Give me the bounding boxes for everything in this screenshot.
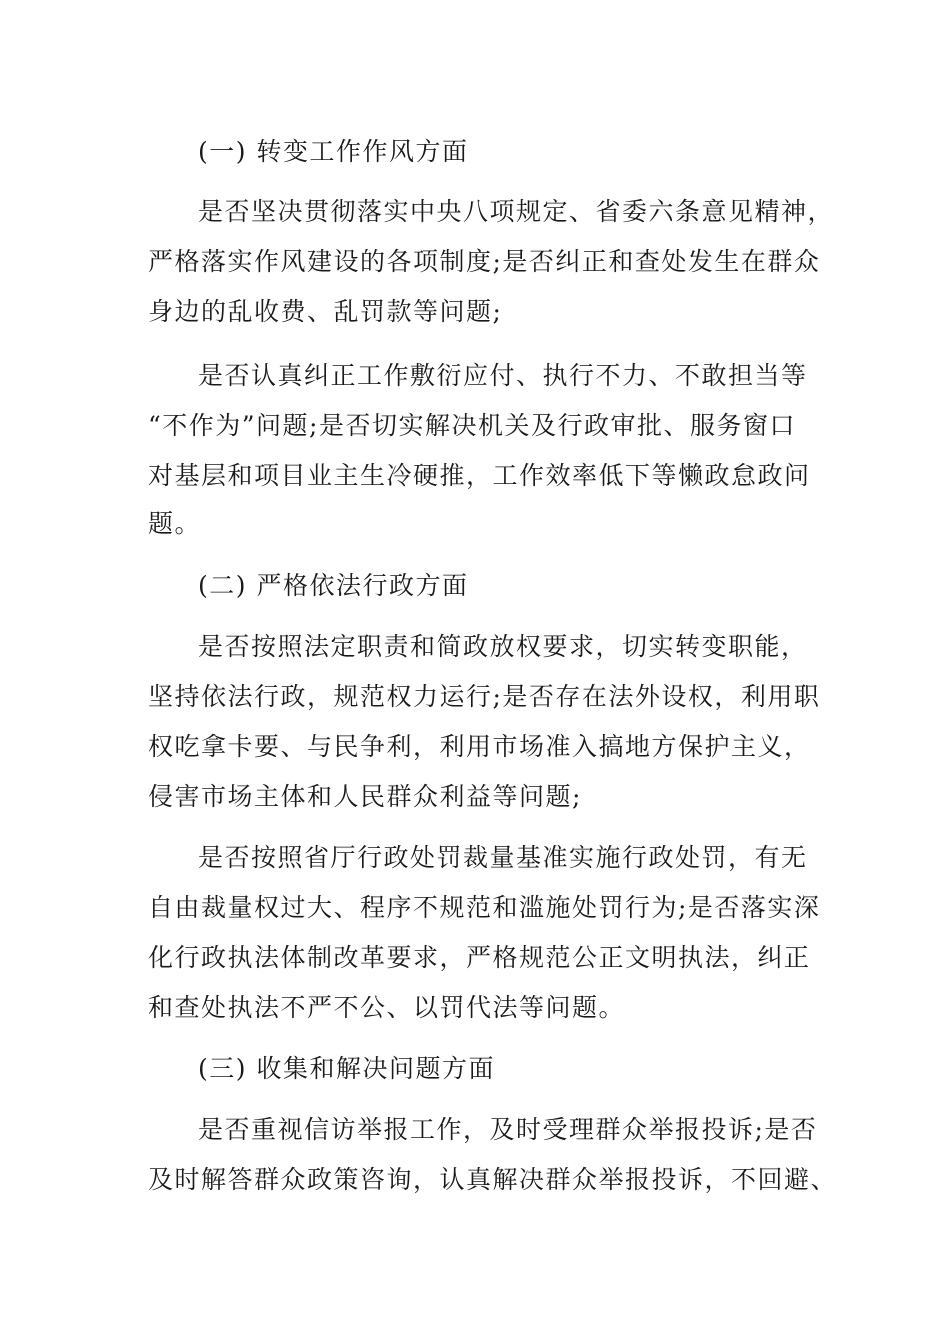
section-heading-3: (三) 收集和解决问题方面 xyxy=(198,1054,495,1083)
paragraph-line: 是否认真纠正工作敷衍应付、执行不力、不敢担当等 xyxy=(198,361,808,390)
paragraph-line: 题。 xyxy=(148,509,202,538)
paragraph-line: 身边的乱收费、乱罚款等问题; xyxy=(148,297,503,326)
paragraph-line: 是否按照省厅行政处罚裁量基准实施行政处罚，有无 xyxy=(198,843,808,872)
paragraph-line: 和查处执法不严不公、以罚代法等问题。 xyxy=(148,993,626,1022)
paragraph-line: 及时解答群众政策咨询，认真解决群众举报投诉，不回避、 xyxy=(148,1165,838,1194)
paragraph-line: 是否坚决贯彻落实中央八项规定、省委六条意见精神， xyxy=(198,197,835,226)
section-heading-1: (一) 转变工作作风方面 xyxy=(198,137,469,166)
paragraph-line: 是否按照法定职责和简政放权要求，切实转变职能， xyxy=(198,632,808,661)
paragraph-line: 严格落实作风建设的各项制度;是否纠正和查处发生在群众 xyxy=(148,247,821,276)
paragraph-line: 对基层和项目业主生冷硬推，工作效率低下等懒政怠政问 xyxy=(148,461,811,490)
paragraph-line: 坚持依法行政，规范权力运行;是否存在法外设权，利用职 xyxy=(148,682,821,711)
section-heading-2: (二) 严格依法行政方面 xyxy=(198,571,469,600)
paragraph-line: “不作为”问题;是否切实解决机关及行政审批、服务窗口 xyxy=(148,411,796,440)
paragraph-line: 权吃拿卡要、与民争利，利用市场准入搞地方保护主义， xyxy=(148,732,811,761)
paragraph-line: 化行政执法体制改革要求，严格规范公正文明执法，纠正 xyxy=(148,943,811,972)
paragraph-line: 侵害市场主体和人民群众利益等问题; xyxy=(148,782,582,811)
paragraph-line: 自由裁量权过大、程序不规范和滥施处罚行为;是否落实深 xyxy=(148,893,821,922)
paragraph-line: 是否重视信访举报工作，及时受理群众举报投诉;是否 xyxy=(198,1115,818,1144)
